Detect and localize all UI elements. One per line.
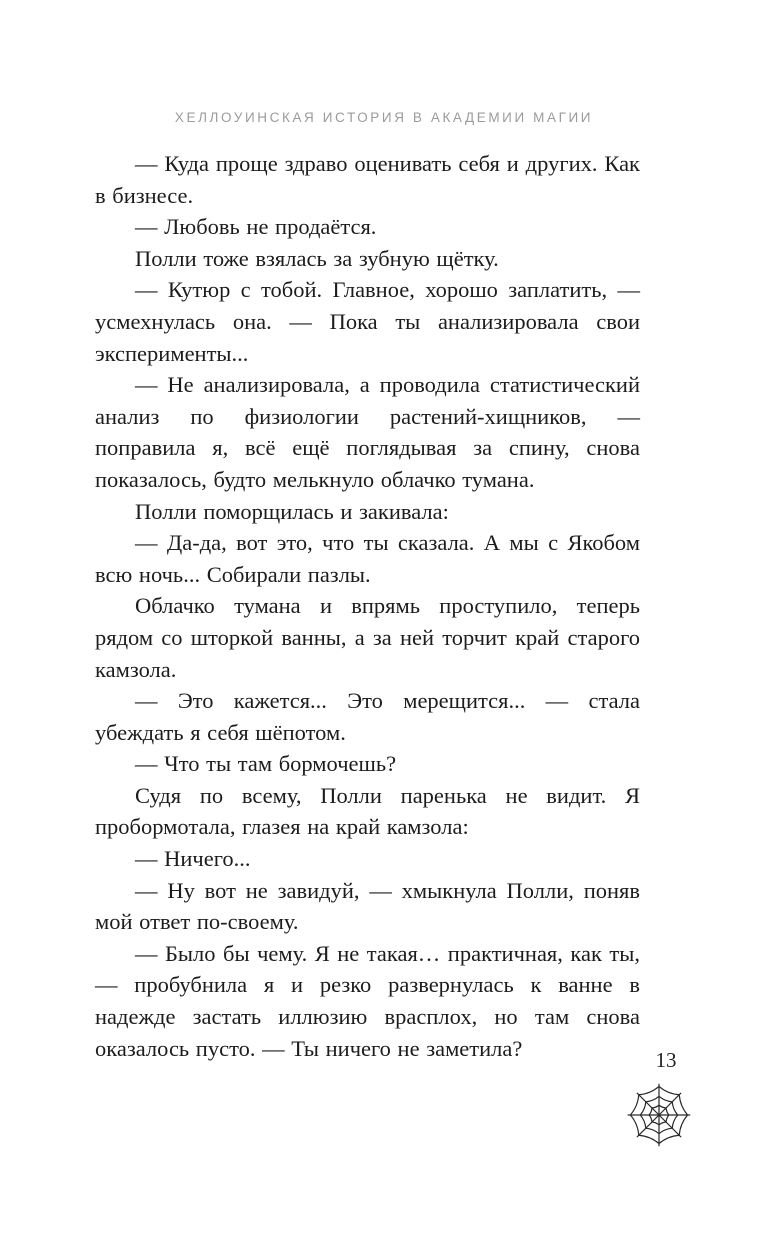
spiderweb-icon: [624, 1082, 694, 1148]
paragraph: — Ничего...: [135, 846, 251, 872]
paragraph: Судя по всему, Полли паренька не видит. Я пробормотала, глазея на край камзола:: [95, 782, 640, 840]
page-number: 13: [655, 1048, 677, 1072]
paragraph: Полли тоже взялась за зубную щётку.: [135, 245, 499, 271]
paragraph: — Ну вот не завидуй, — хмыкнула Полли, поняв мой ответ по-своему.: [95, 877, 640, 935]
running-header: ХЕЛЛОУИНСКАЯ ИСТОРИЯ В АКАДЕМИИ МАГИИ: [174, 110, 594, 125]
paragraph: Полли поморщилась и закивала:: [135, 498, 449, 524]
paragraph: — Что ты там бормочешь?: [135, 751, 397, 777]
paragraph: — Это кажется... Это мерещится... — стала убеждать я себя шёпотом.: [95, 688, 640, 745]
body-text: [95, 148, 640, 1064]
paragraph: — Кутюр с тобой. Главное, хорошо заплатить, — усмехнулась она. — Пока ты анализировала свои эксперименты...: [95, 277, 640, 366]
paragraph: — Не анализировала, а проводила статистический анализ по физиологии растений-хищников, — поправила я, всё ещё поглядывая за спину, снова показалось, будто мелькнуло облачко тумана.: [95, 372, 640, 492]
paragraph: — Да-да, вот это, что ты сказала. А мы с Якобом всю ночь... Собирали пазлы.: [95, 530, 640, 587]
paragraph: — Куда проще здраво оценивать себя и других. Как в бизнесе.: [95, 151, 640, 208]
paragraph: Облачко тумана и впрямь проступило, теперь рядом со шторкой ванны, а за ней торчит край старого камзола.: [95, 593, 640, 682]
paragraph: — Было бы чему. Я не такая… практичная, как ты, — пробубнила я и резко развернулась к ванне в надежде застать иллюзию врасплох, но там снова оказалось пусто. — Ты ничего не заметила?: [95, 940, 640, 1061]
paragraph: — Любовь не продаётся.: [135, 214, 377, 240]
